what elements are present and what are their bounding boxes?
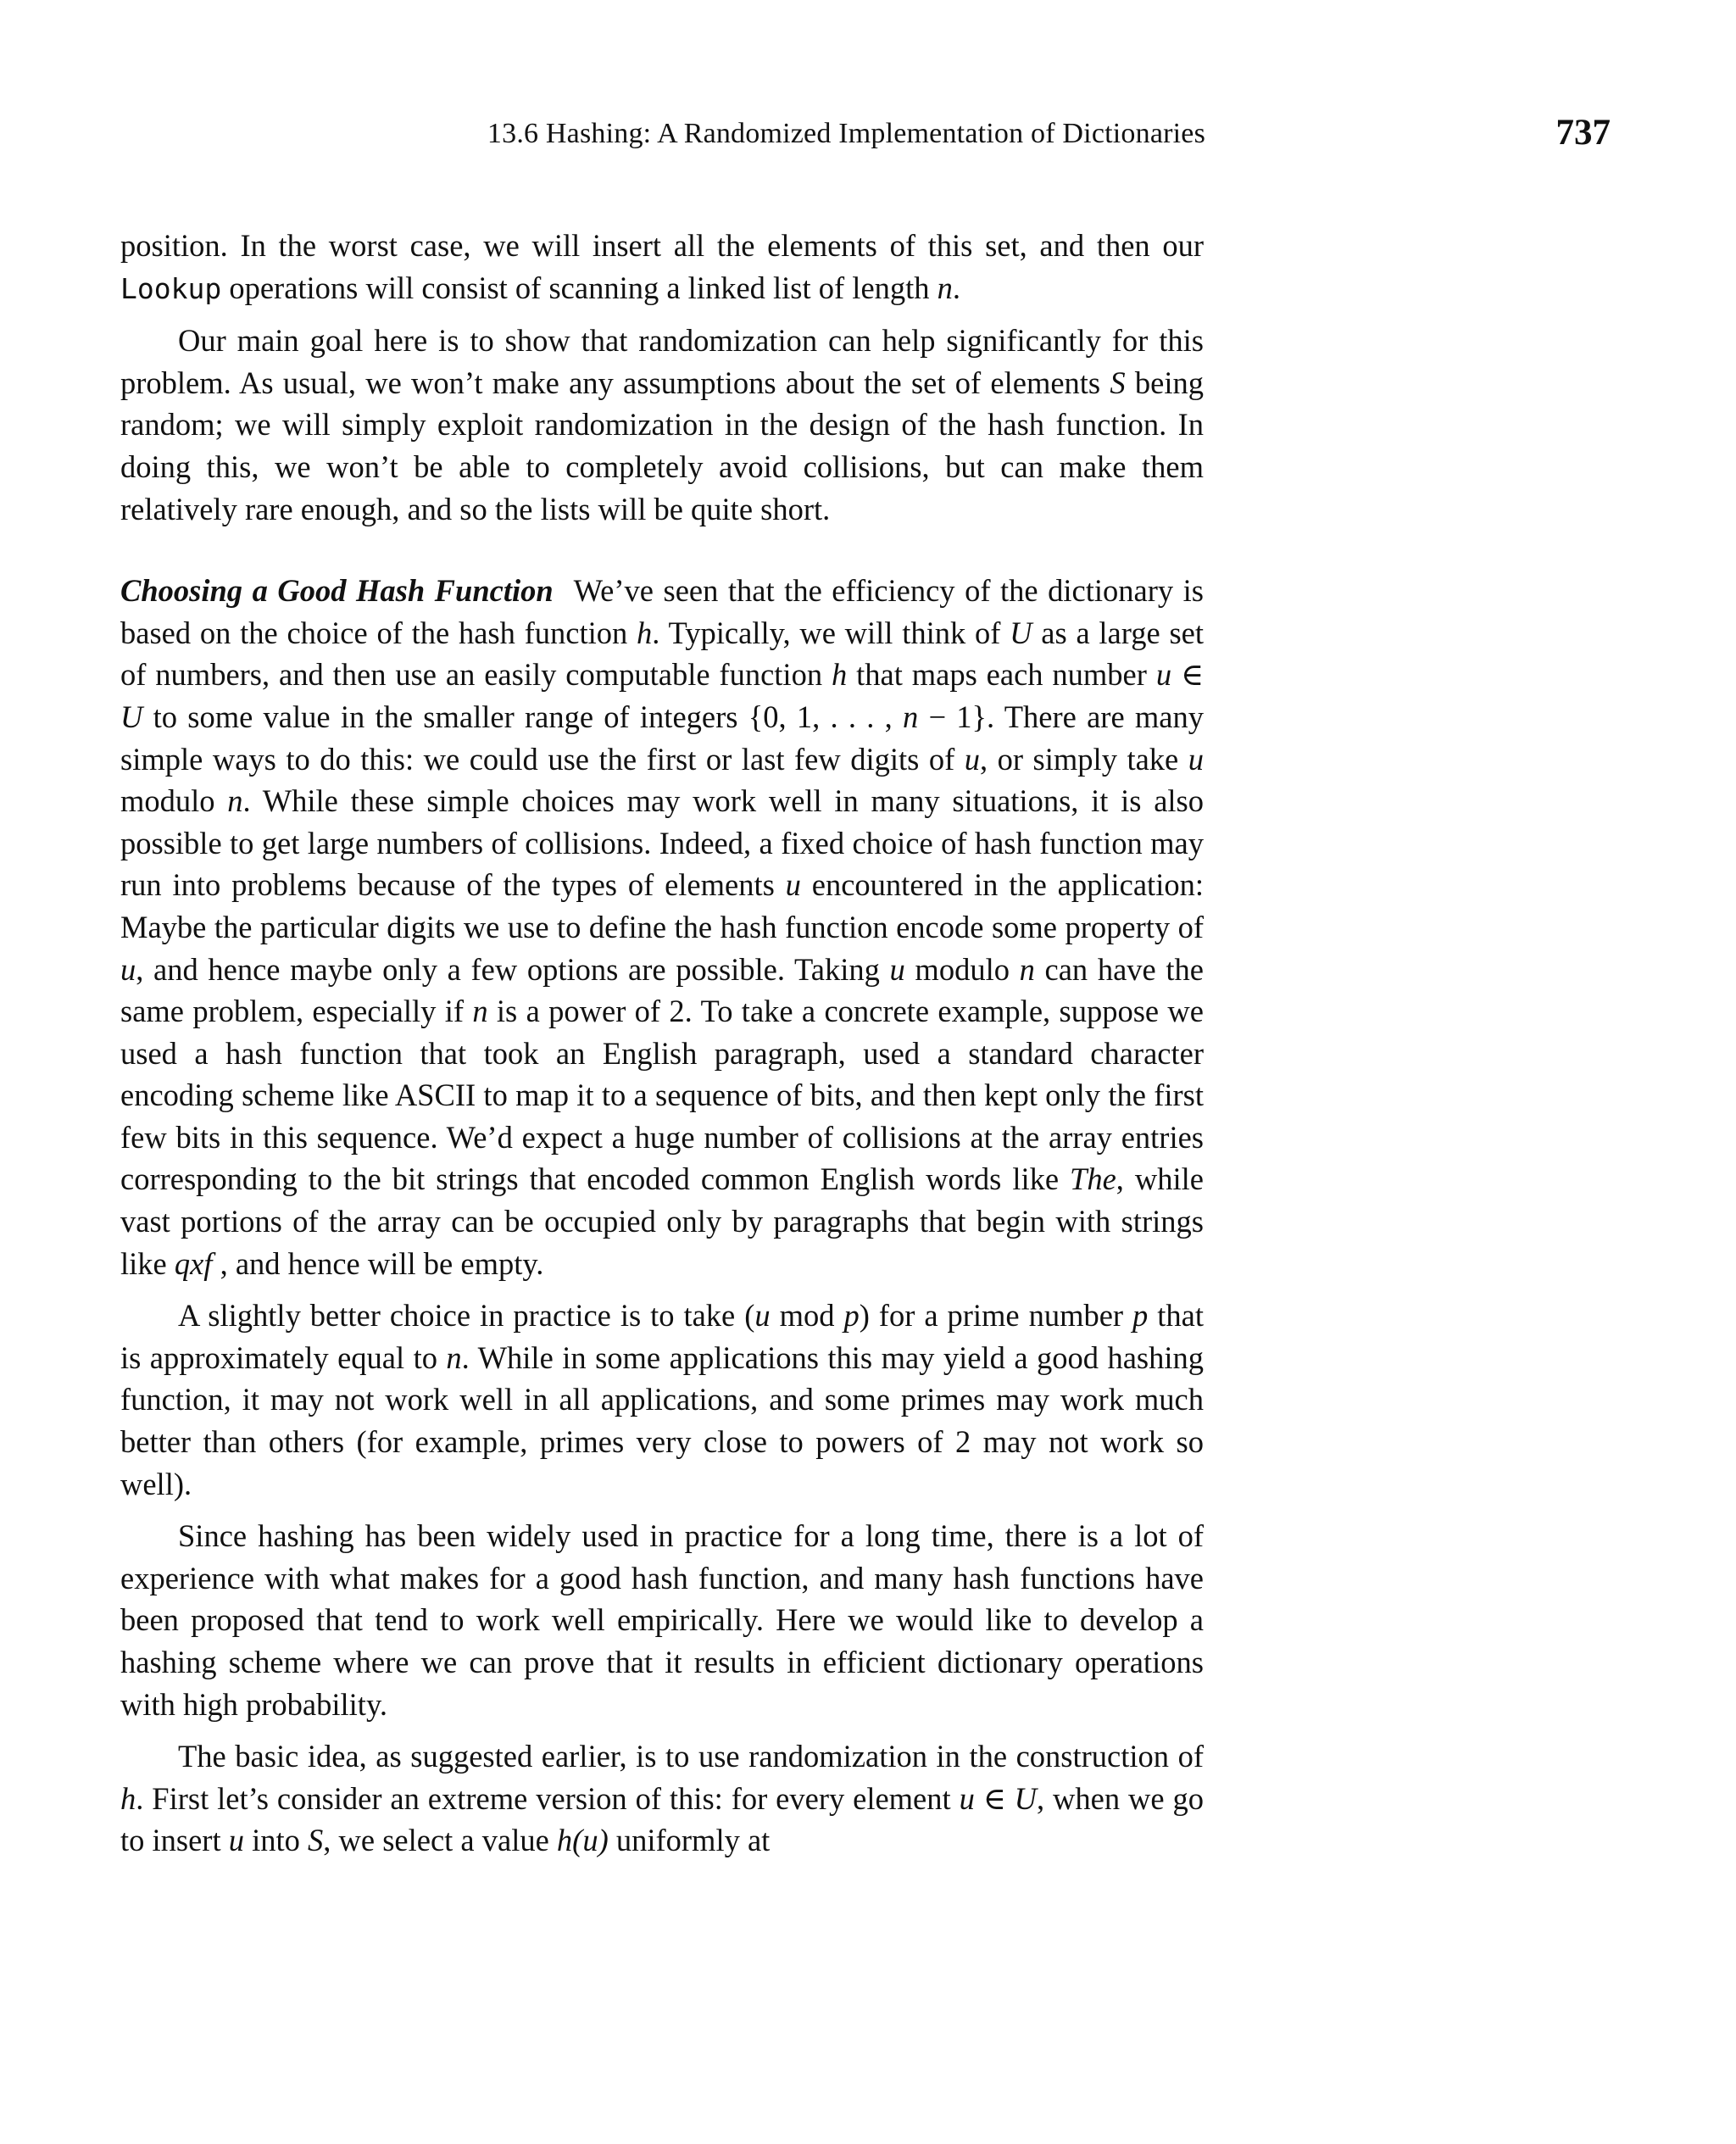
running-head: 13.6 Hashing: A Randomized Implementation of Dictionaries xyxy=(487,118,1205,149)
paragraph-2: Our main goal here is to show that randomization can help significantly for this problem. As usual, we won’t make any assumptions about the set of elements S being random; we will simply exploit randomization in the design of the hash function. In doing this, we won’t be able to completely avoid collisions, but can make them relatively rare enough, and so the lists will be quite short. xyxy=(120,323,1204,526)
paragraph-4: A slightly better choice in practice is to take (u mod p) for a prime number p that is approximately equal to n. While in some applications this may yield a good hashing function, it may not work well in all applications, and some primes may work much better than others (for example, primes very close to powers of 2 may not work so well). xyxy=(120,1298,1204,1501)
paragraph-1: position. In the worst case, we will insert all the elements of this set, and then our Lookup operations will consist of scanning a linked list of length n. xyxy=(120,228,1204,305)
paragraph-5: Since hashing has been widely used in practice for a long time, there is a lot of experience with what makes for a good hash function, and many hash functions have been proposed that tend to work well empirically. Here we would like to develop a hashing scheme where we can prove that it results in efficient dictionary operations with high probability. xyxy=(120,1518,1204,1722)
paragraph-6: The basic idea, as suggested earlier, is to use randomization in the construction of h. First let’s consider an extreme version of this: for every element u ∈ U, when we go to insert u into S, we select a value h(u) uniformly at xyxy=(120,1739,1204,1858)
code-lookup: Lookup xyxy=(120,271,222,305)
paragraph-3: Choosing a Good Hash Function We’ve seen that the efficiency of the dictionary is based on the choice of the hash function h. Typically, we will think of U as a large set of numbers, and then use an easily computable function h that maps each number u ∈ U to some value in the smaller range of integers {0, 1, . . . , n − 1}. There are many simple ways to do this: we could use the first or last few digits of u, or simply take u modulo n. While these simple choices may work well in many situations, it is also possible to get large numbers of collisions. Indeed, a fixed choice of hash function may run into problems because of the types of elements u encountered in the application: Maybe the particular digits we use to define the hash function encode some property of u, and hence maybe only a few options are possible. Taking u modulo n can have the same problem, especially if n is a power of 2. To take a concrete example, suppose we used a hash function that took an English paragraph, used a standard character encoding scheme like ASCII to map it to a sequence of bits, and then kept only the first few bits in this sequence. We’d expect a huge number of collisions at the array entries corresponding to the bit strings that encoded common English words like The, while vast portions of the array can be occupied only by paragraphs that begin with strings like qxf , and hence will be empty. xyxy=(120,573,1204,1281)
section-heading: Choosing a Good Hash Function xyxy=(120,573,554,609)
page-number: 737 xyxy=(1555,113,1611,153)
page-body xyxy=(120,225,1204,1862)
